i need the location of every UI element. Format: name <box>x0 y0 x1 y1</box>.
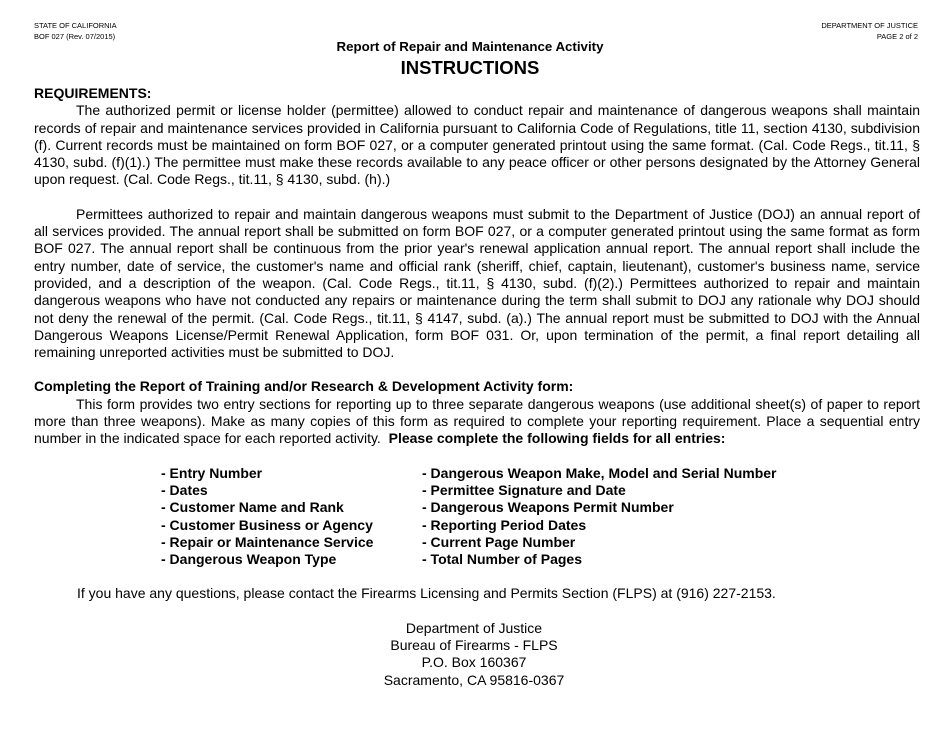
address-line-1: Department of Justice <box>405 619 543 636</box>
field-customer-name-rank: - Customer Name and Rank <box>161 499 344 516</box>
department-label: DEPARTMENT OF JUSTICE <box>821 21 918 30</box>
completing-heading: Completing the Report of Training and/or Research & Development Activity form: <box>34 378 574 395</box>
field-entry-number: - Entry Number <box>161 464 263 481</box>
contact-line: If you have any questions, please contact the Firearms Licensing and Permits Section (FLPS) at (916) 227-2153. <box>77 585 776 602</box>
field-dates: - Dates <box>161 481 208 498</box>
fields-left-column <box>161 465 422 569</box>
document-title: INSTRUCTIONS <box>400 57 540 78</box>
field-permit-number: - Dangerous Weapons Permit Number <box>422 499 674 516</box>
address-line-2: Bureau of Firearms - FLPS <box>390 637 558 654</box>
requirements-heading: REQUIREMENTS: <box>34 85 152 101</box>
requirements-paragraph-1: The authorized permit or license holder (permittee) allowed to conduct repair and maintenance of dangerous weapons shall maintain records of repair and maintenance services provided in California pursuant to California Code of Regulations, title 11, section 4130, subdivision (f). Current records must be maintained on form BOF 027, or a computer generated printout using the same format. (Cal. Code Regs., tit.11, § 4130, subd. (f)(1).) The permittee must make these records available to any peace officer or other persons designated by the Attorney General upon request. (Cal. Code Regs., tit.11, § 4130, subd. (h).) <box>34 102 920 188</box>
field-total-pages: - Total Number of Pages <box>422 551 582 568</box>
completing-emphasis: Please complete the following fields for all entries: <box>388 430 726 447</box>
fields-right-column <box>422 465 882 569</box>
field-weapon-type: - Dangerous Weapon Type <box>161 551 337 568</box>
state-label: STATE OF CALIFORNIA <box>34 21 117 30</box>
field-current-page: - Current Page Number <box>422 533 576 550</box>
completing-paragraph <box>34 396 920 448</box>
document-body <box>34 85 920 689</box>
mailing-address <box>34 620 914 689</box>
page-number: PAGE 2 of 2 <box>876 32 918 41</box>
required-fields-list <box>34 465 920 569</box>
field-reporting-period: - Reporting Period Dates <box>422 516 587 533</box>
document-subtitle: Report of Repair and Maintenance Activity <box>336 39 604 54</box>
field-weapon-make-model-serial: - Dangerous Weapon Make, Model and Serial Number <box>422 464 777 481</box>
field-customer-business: - Customer Business or Agency <box>161 516 373 533</box>
address-line-3: P.O. Box 160367 <box>421 654 527 671</box>
address-line-4: Sacramento, CA 95816-0367 <box>383 671 565 688</box>
completing-text: This form provides two entry sections for reporting up to three separate dangerous weapons (use additional sheet(s) of paper to report more than three weapons). Make as many copies of this form as required to complete your reporting requirement. Place a sequential entry number in the indicated space for each reported activity. <box>34 395 920 447</box>
field-permittee-signature: - Permittee Signature and Date <box>422 481 626 498</box>
form-revision: BOF 027 (Rev. 07/2015) <box>34 32 116 41</box>
requirements-paragraph-2: Permittees authorized to repair and maintain dangerous weapons must submit to the Department of Justice (DOJ) an annual report of all services provided. The annual report shall be submitted on form BOF 027, or a computer generated printout using the same format as form BOF 027. The annual report shall be continuous from the prior year's renewal application annual report. The annual report shall include the entry number, date of service, the customer's name and official rank (sheriff, chief, captain, lieutenant), customer's business name, service provided, and a description of the weapon. (Cal. Code Regs., tit.11, § 4130, subd. (f)(2).) Permittees authorized to repair and maintain dangerous weapons who have not conducted any repairs or maintenance during the term shall submit to DOJ any rationale why DOJ should not deny the renewal of the permit. (Cal. Code Regs., tit.11, § 4147, subd. (a).) The annual report must be submitted to DOJ with the Annual Dangerous Weapons License/Permit Renewal Application, form BOF 031. Or, upon termination of the permit, a final report detailing all remaining unreported activities must be submitted to DOJ. <box>34 205 920 361</box>
field-service: - Repair or Maintenance Service <box>161 533 374 550</box>
